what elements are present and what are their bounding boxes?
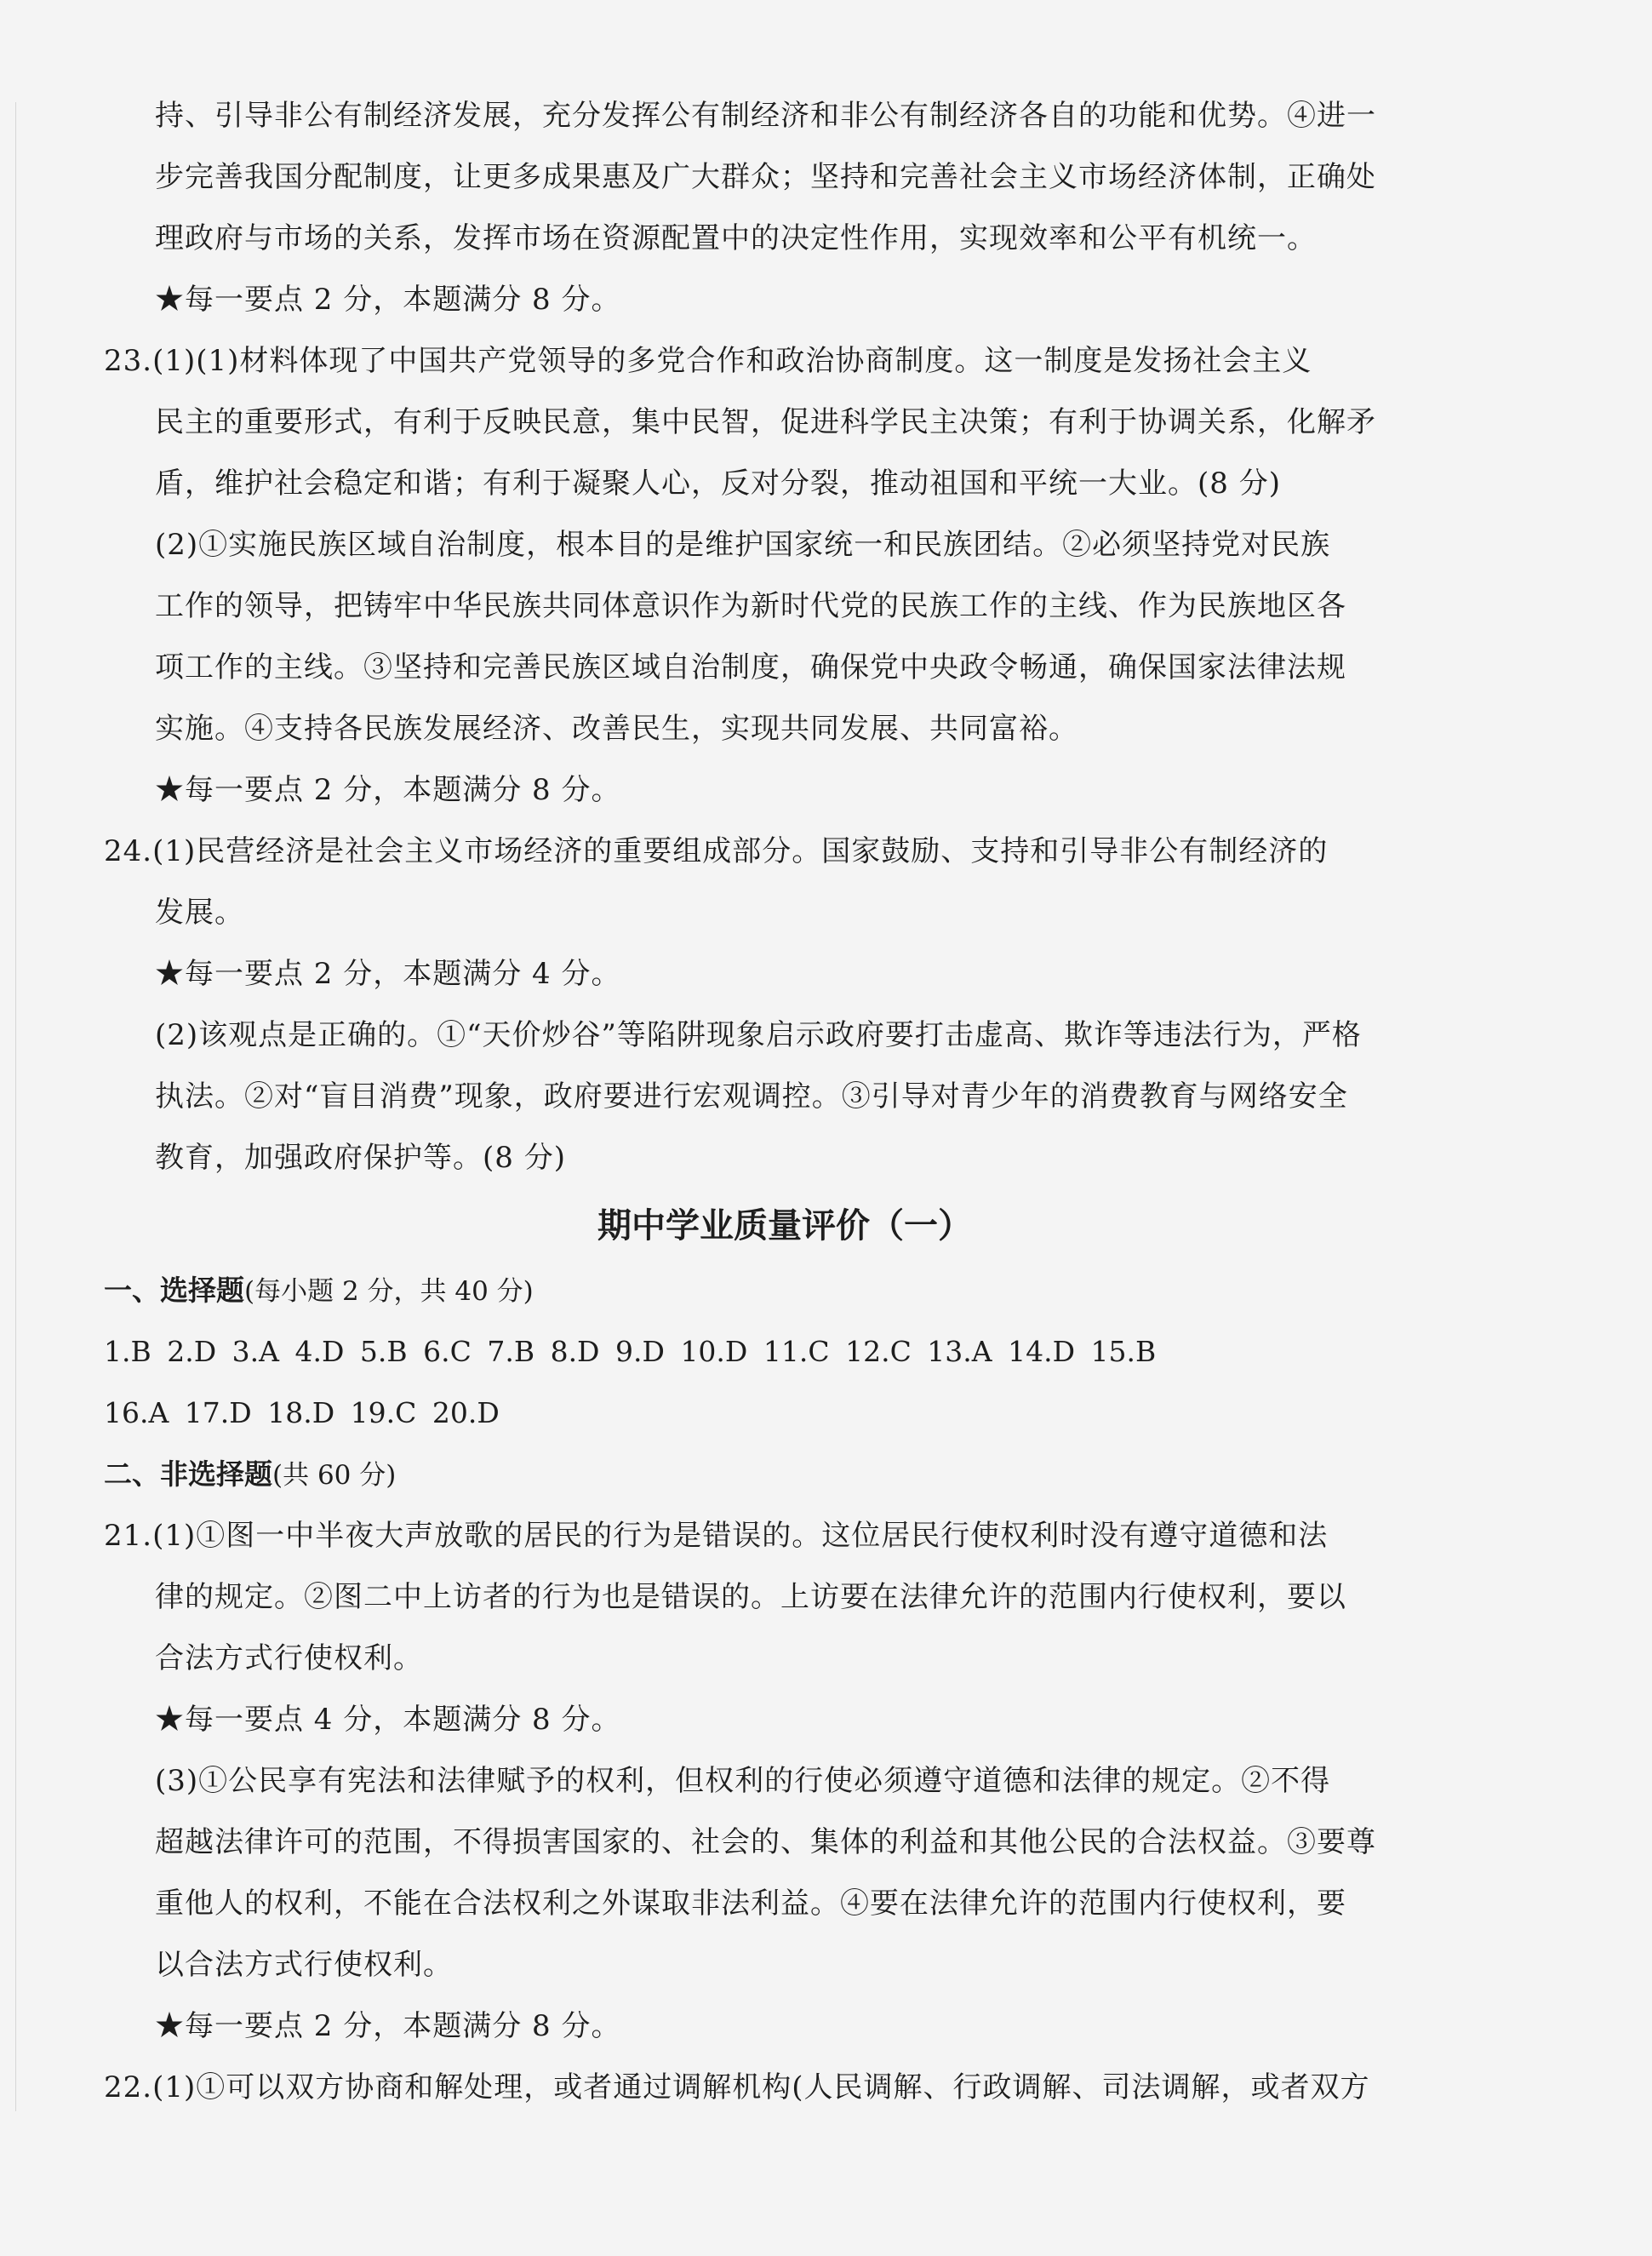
exam-title: 期中学业质量评价（一） [597,1206,972,1245]
answer-text-line: 执法。②对“盲目消费”现象，政府要进行宏观调控。③引导对青少年的消费教育与网络安全 [155,1079,1348,1114]
document-content [104,85,1466,2118]
answer-text-line: (2)①实施民族区域自治制度，根本目的是维护国家统一和民族团结。②必须坚持党对民族 [155,528,1331,562]
answer-text-line: 重他人的权利，不能在合法权利之外谋取非法利益。④要在法律允许的范围内行使权利，要 [155,1887,1346,1921]
answer-text-line: 理政府与市场的关系，发挥市场在资源配置中的决定性作用，实现效率和公平有机统一。 [155,221,1317,255]
answer-text-line: 21.(1)①图一中半夜大声放歌的居民的行为是错误的。这位居民行使权利时没有遵守道德和法 [104,1519,1329,1553]
scoring-note-line: ★每一要点 2 分，本题满分 8 分。 [155,283,621,317]
left-margin-line [15,102,16,2111]
section-choice-note: (每小题 2 分，共 40 分) [244,1276,534,1307]
answer-text-line: 合法方式行使权利。 [155,1641,423,1675]
choice-answers-row-1: 1.B 2.D 3.A 4.D 5.B 6.C 7.B 8.D 9.D 10.D 11.C 12.C 13.A 14.D 15.B [104,1335,1157,1368]
answer-text-line: 实施。④支持各民族发展经济、改善民生，实现共同发展、共同富裕。 [155,712,1078,746]
scoring-note-line: ★每一要点 2 分，本题满分 8 分。 [155,2009,621,2043]
answers-continued-block [104,85,1466,1188]
answer-text-line: 以合法方式行使权利。 [155,1948,453,1982]
answer-text-line: 23.(1)(1)材料体现了中国共产党领导的多党合作和政治协商制度。这一制度是发扬社会主义 [104,344,1312,378]
section-nonchoice-note: (共 60 分) [272,1460,397,1491]
answer-text-line: 教育，加强政府保护等。(8 分) [155,1141,566,1175]
answer-text-line: 步完善我国分配制度，让更多成果惠及广大群众；坚持和完善社会主义市场经济体制，正确处 [155,160,1376,194]
section-nonchoice-heading [104,1444,1466,1505]
answer-text-line: (2)该观点是正确的。①“天价炒谷”等陷阱现象启示政府要打击虚高、欺诈等违法行为，严格 [155,1018,1362,1052]
answer-text-line: 持、引导非公有制经济发展，充分发挥公有制经济和非公有制经济各自的功能和优势。④进一 [155,99,1376,133]
answer-text-line: (3)①公民享有宪法和法律赋予的权利，但权利的行使必须遵守道德和法律的规定。②不得 [155,1764,1331,1798]
answer-text-line: 超越法律许可的范围，不得损害国家的、社会的、集体的利益和其他公民的合法权益。③要尊 [155,1825,1376,1859]
choice-answers-row-2: 16.A 17.D 18.D 19.C 20.D [104,1396,500,1429]
scoring-note-line: ★每一要点 2 分，本题满分 8 分。 [155,773,621,807]
answer-text-line: 22.(1)①可以双方协商和解处理，或者通过调解机构(人民调解、行政调解、司法调解，或者双方 [104,2070,1370,2104]
answer-text-line: 工作的领导，把铸牢中华民族共同体意识作为新时代党的民族工作的主线、作为民族地区各 [155,589,1346,623]
nonchoice-answers-block [104,1505,1466,2118]
answer-text-line: 律的规定。②图二中上访者的行为也是错误的。上访要在法律允许的范围内行使权利，要以 [155,1580,1346,1614]
answer-text-line: 发展。 [155,896,244,930]
scoring-note-line: ★每一要点 4 分，本题满分 8 分。 [155,1703,621,1737]
answer-text-line: 盾，维护社会稳定和谐；有利于凝聚人心，反对分裂，推动祖国和平统一大业。(8 分) [155,467,1281,501]
section-nonchoice-label: 二、非选择题 [104,1457,272,1491]
scoring-note-line: ★每一要点 2 分，本题满分 4 分。 [155,957,621,991]
section-choice-label: 一、选择题 [104,1274,244,1307]
answer-text-line: 项工作的主线。③坚持和完善民族区域自治制度，确保党中央政令畅通，确保国家法律法规 [155,650,1346,684]
answer-text-line: 民主的重要形式，有利于反映民意，集中民智，促进科学民主决策；有利于协调关系，化解矛 [155,405,1376,439]
section-choice-heading [104,1260,1466,1321]
answer-text-line: 24.(1)民营经济是社会主义市场经济的重要组成部分。国家鼓励、支持和引导非公有制经济的 [104,834,1329,868]
